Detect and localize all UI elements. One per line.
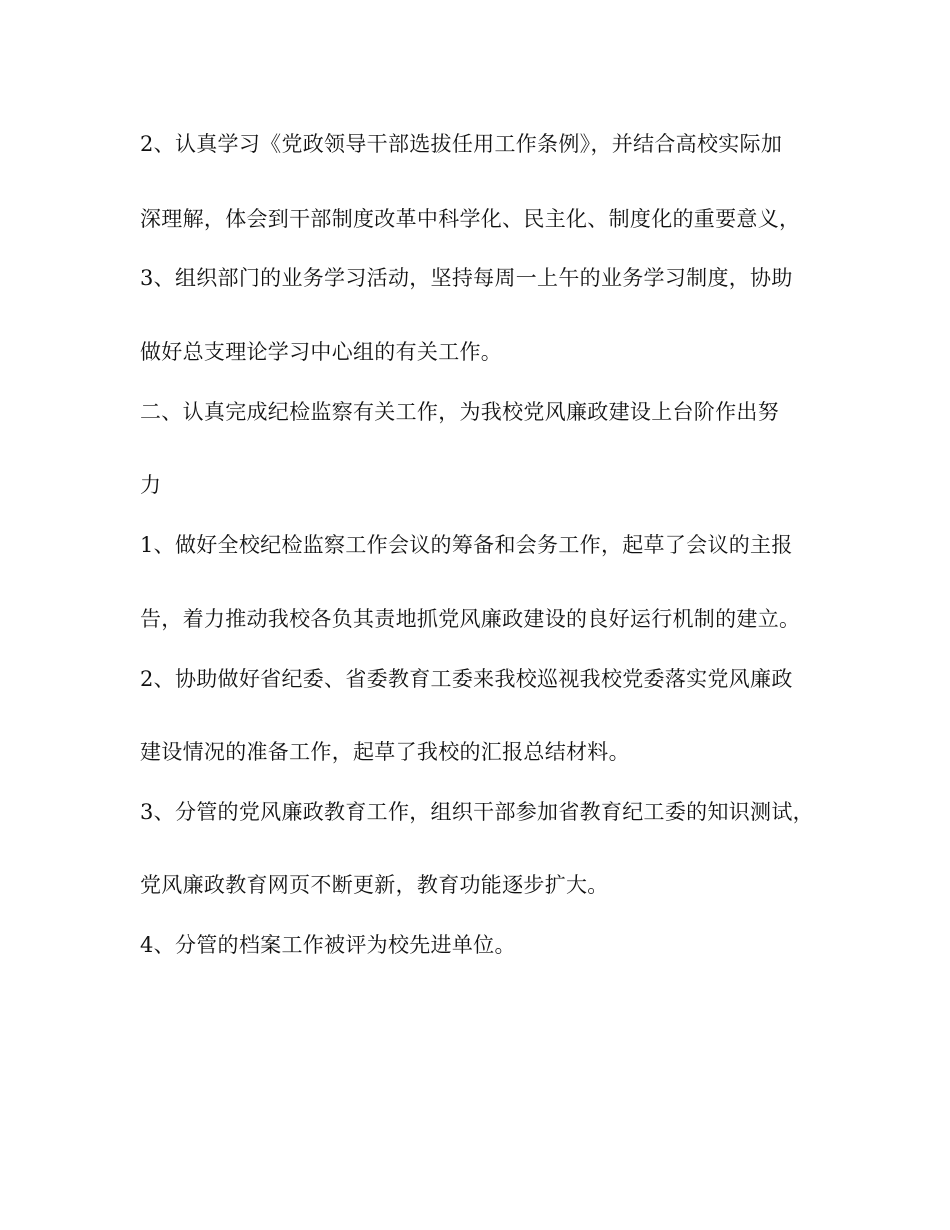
text-line: 告，着力推动我校各负其责地抓党风廉政建设的良好运行机制的建立。 — [140, 607, 801, 631]
text-line: 做好总支理论学习中心组的有关工作。 — [140, 340, 503, 364]
section-heading-continuation: 力 — [140, 473, 162, 497]
text-line: 2、认真学习《党政领导干部选拔任用工作条例》，并结合高校实际加 — [140, 132, 783, 156]
text-line: 1、做好全校纪检监察工作会议的筹备和会务工作，起草了会议的主报 — [140, 533, 793, 557]
text-line: 建设情况的准备工作，起草了我校的汇报总结材料。 — [140, 740, 630, 764]
section-heading: 二、认真完成纪检监察有关工作，为我校党风廉政建设上台阶作出努 — [140, 400, 779, 424]
text-line: 深理解，体会到干部制度改革中科学化、民主化、制度化的重要意义， — [140, 207, 801, 231]
text-line: 4、分管的档案工作被评为校先进单位。 — [140, 933, 516, 957]
text-line: 3、分管的党风廉政教育工作，组织干部参加省教育纪工委的知识测试， — [140, 800, 814, 824]
text-line: 党风廉政教育网页不断更新，教育功能逐步扩大。 — [140, 873, 609, 897]
text-line: 3、组织部门的业务学习活动，坚持每周一上午的业务学习制度，协助 — [140, 266, 793, 290]
text-line: 2、协助做好省纪委、省委教育工委来我校巡视我校党委落实党风廉政 — [140, 667, 793, 691]
